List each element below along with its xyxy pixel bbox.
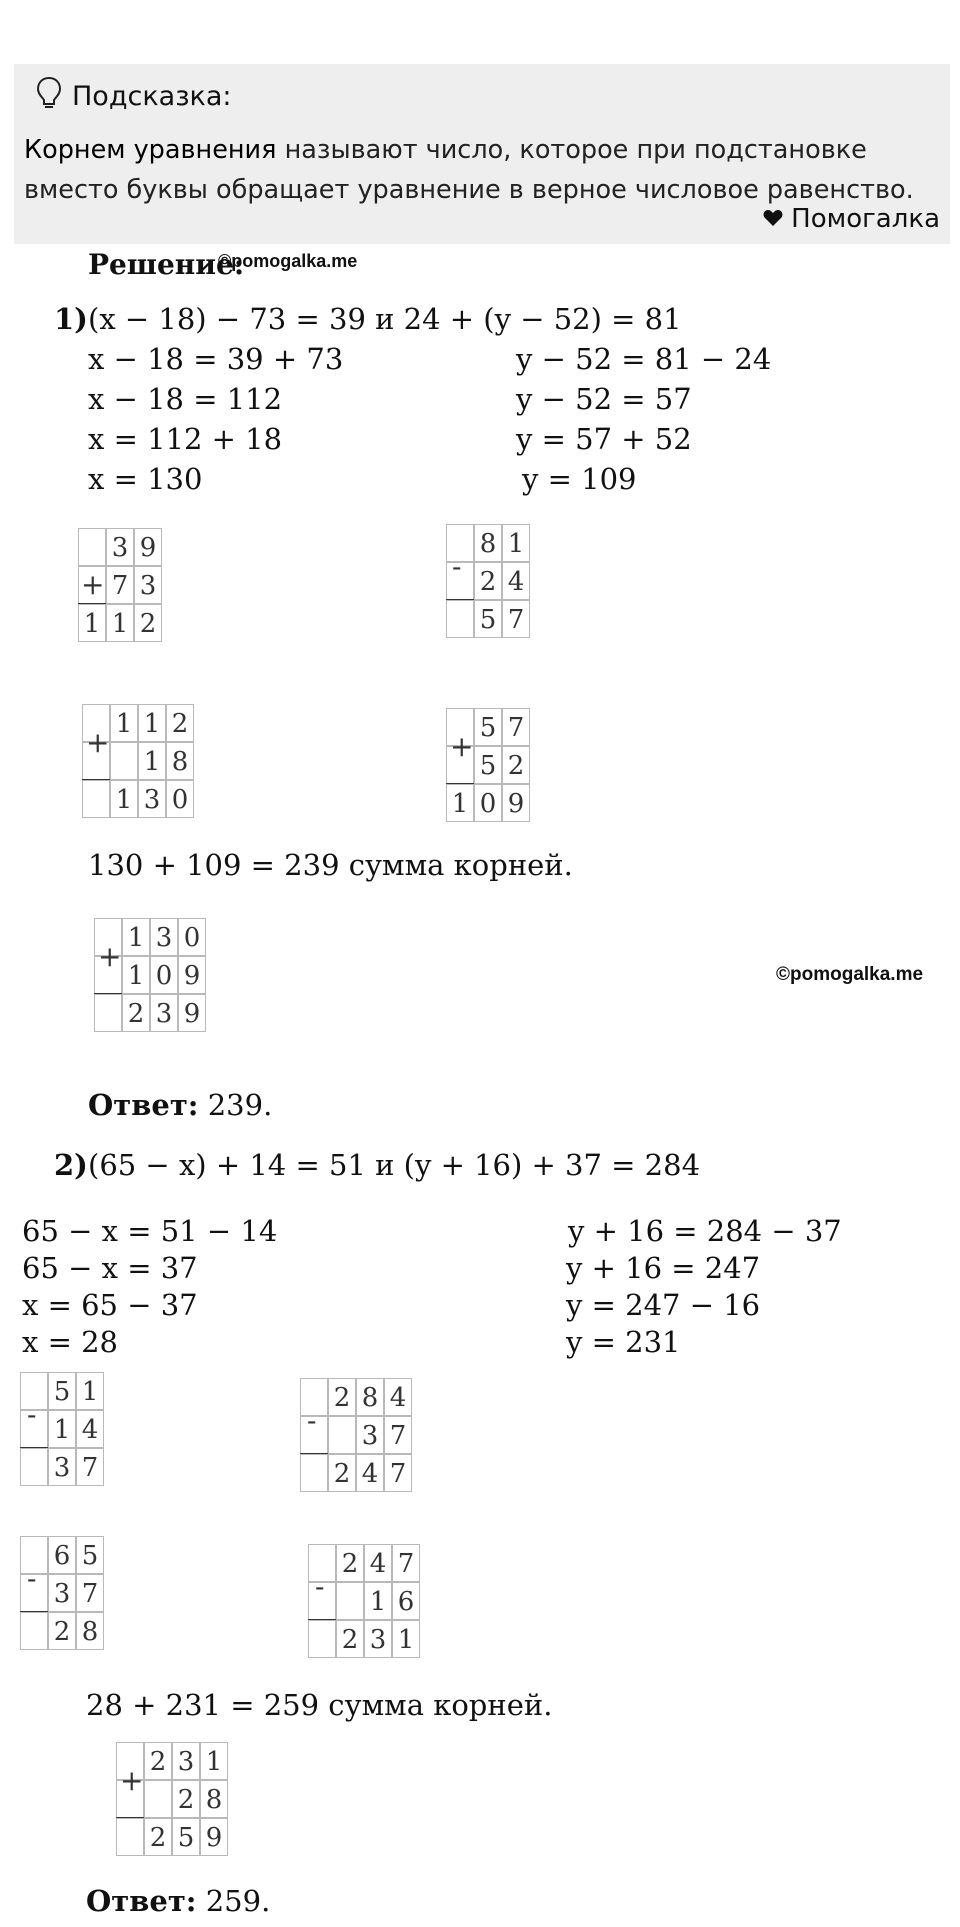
calc-cell: 1 xyxy=(392,1620,420,1658)
calc-cell: 7 xyxy=(384,1416,412,1454)
calc-cell: 4 xyxy=(384,1378,412,1416)
underline xyxy=(308,1619,336,1620)
minus-sign: - xyxy=(307,1404,317,1437)
calc-cell: 2 xyxy=(122,994,150,1032)
calc-cell: 3 xyxy=(364,1620,392,1658)
calc-cell: 5 xyxy=(76,1536,104,1574)
calc-cell: 2 xyxy=(48,1612,76,1650)
watermark: ©pomogalka.me xyxy=(218,251,358,271)
part1-left-line: x − 18 = 112 xyxy=(88,382,283,416)
part2-right-line: y = 231 xyxy=(566,1325,681,1359)
calc-cell: 2 xyxy=(144,1742,172,1780)
calc-cell: 2 xyxy=(328,1454,356,1492)
calc-cell: 4 xyxy=(364,1544,392,1582)
calc-cell: 1 xyxy=(364,1582,392,1620)
part2-right-line: y = 247 − 16 xyxy=(566,1288,761,1322)
calc-cell: 7 xyxy=(502,708,530,746)
calc-cell xyxy=(300,1454,328,1492)
calc-cell: 1 xyxy=(78,604,106,642)
calc-cell: 2 xyxy=(134,604,162,642)
answer-label: Ответ: xyxy=(86,1884,197,1918)
calc-cell: 8 xyxy=(76,1612,104,1650)
calc-cell: 5 xyxy=(474,708,502,746)
calc-cell: 0 xyxy=(166,780,194,818)
calc-cell: 2 xyxy=(328,1378,356,1416)
hint-header xyxy=(36,76,232,117)
calc-cell: 2 xyxy=(336,1620,364,1658)
watermark: ©pomogalka.me xyxy=(776,964,924,985)
calc-cell: 6 xyxy=(392,1582,420,1620)
calc-cell: 3 xyxy=(356,1416,384,1454)
brand xyxy=(763,204,940,234)
calc-cell: 9 xyxy=(178,994,206,1032)
part1-right-line: y = 57 + 52 xyxy=(516,422,692,456)
answer-label: Ответ: xyxy=(88,1088,199,1122)
part2-left-line: 65 − x = 37 xyxy=(22,1251,198,1285)
calc-cell: 3 xyxy=(172,1742,200,1780)
calc-cell xyxy=(20,1448,48,1486)
underline xyxy=(446,599,474,600)
calc-cell: 8 xyxy=(474,524,502,562)
calc-cell: 9 xyxy=(200,1818,228,1856)
part2-equation: (65 − x) + 14 = 51 и (y + 16) + 37 = 284 xyxy=(88,1148,701,1182)
calc-cell: 5 xyxy=(172,1818,200,1856)
plus-sign: + xyxy=(86,726,110,759)
calc-cell: 3 xyxy=(134,566,162,604)
calc-cell: 7 xyxy=(502,600,530,638)
plus-sign: + xyxy=(98,940,122,973)
hint-term: Корнем уравнения xyxy=(24,135,277,165)
plus-sign: + xyxy=(81,568,105,601)
calc-cell xyxy=(328,1416,356,1454)
part2-left-line: 65 − x = 51 − 14 xyxy=(22,1214,278,1248)
part1-sum: 130 + 109 = 239 сумма корней. xyxy=(88,848,573,882)
calc-cell: 7 xyxy=(76,1574,104,1612)
calc-cell: 7 xyxy=(384,1454,412,1492)
calc-cell: 1 xyxy=(106,604,134,642)
calc-cell: 1 xyxy=(446,784,474,822)
underline xyxy=(116,1817,144,1818)
calc-cell xyxy=(82,780,110,818)
underline xyxy=(300,1453,328,1454)
plus-sign: + xyxy=(120,1764,144,1797)
underline xyxy=(78,603,106,604)
calc-cell xyxy=(94,994,122,1032)
part2-left-line: x = 65 − 37 xyxy=(22,1288,198,1322)
calc-cell: 9 xyxy=(134,528,162,566)
underline xyxy=(20,1611,48,1612)
calc-cell: 3 xyxy=(48,1448,76,1486)
calc-cell: 2 xyxy=(172,1780,200,1818)
calc-cell: 7 xyxy=(106,566,134,604)
calc-cell: 9 xyxy=(502,784,530,822)
part1-left-line: x − 18 = 39 + 73 xyxy=(88,342,344,376)
part1-equation: (x − 18) − 73 = 39 и 24 + (y − 52) = 81 xyxy=(88,302,682,336)
calc-cell: 6 xyxy=(48,1536,76,1574)
calc-cell: 2 xyxy=(502,746,530,784)
solution-label: Решение: xyxy=(88,248,245,281)
calc-cell xyxy=(116,1818,144,1856)
calc-cell: 1 xyxy=(48,1410,76,1448)
hint-text xyxy=(24,130,934,210)
calc-cell: 3 xyxy=(106,528,134,566)
calc-cell xyxy=(78,528,106,566)
calc-cell: 1 xyxy=(138,704,166,742)
answer-value: 259. xyxy=(196,1884,271,1918)
calc-cell: 1 xyxy=(200,1742,228,1780)
calc-cell: 2 xyxy=(474,562,502,600)
calc-cell: 3 xyxy=(48,1574,76,1612)
calc-cell: 0 xyxy=(474,784,502,822)
hint-text-2: вместо буквы обращает уравнение в верное числовое равенство. xyxy=(24,175,914,205)
calc-cell: 4 xyxy=(502,562,530,600)
underline xyxy=(94,993,122,994)
part1-right-line: y = 109 xyxy=(522,462,637,496)
part1-number: 1) xyxy=(54,302,88,336)
answer-value: 239. xyxy=(198,1088,273,1122)
calc-cell: 4 xyxy=(356,1454,384,1492)
part2-answer xyxy=(86,1884,270,1918)
calc-cell: 7 xyxy=(392,1544,420,1582)
calc-cell xyxy=(446,600,474,638)
calc-cell: 3 xyxy=(150,994,178,1032)
brand-name: Помогалка xyxy=(791,204,940,234)
underline xyxy=(82,779,110,780)
calc-cell: 8 xyxy=(166,742,194,780)
hint-title: Подсказка: xyxy=(72,81,232,112)
calc-cell: 1 xyxy=(122,956,150,994)
underline xyxy=(446,783,474,784)
calc-cell xyxy=(144,1780,172,1818)
minus-sign: - xyxy=(315,1570,325,1603)
calc-cell: 9 xyxy=(178,956,206,994)
calc-cell: 4 xyxy=(76,1410,104,1448)
calc-cell: 1 xyxy=(138,742,166,780)
minus-sign: - xyxy=(452,550,462,583)
calc-cell: 5 xyxy=(474,600,502,638)
minus-sign: - xyxy=(27,1562,37,1595)
calc-cell: 8 xyxy=(200,1780,228,1818)
part2-sum: 28 + 231 = 259 сумма корней. xyxy=(86,1688,553,1722)
calc-cell: 3 xyxy=(138,780,166,818)
calc-cell xyxy=(308,1620,336,1658)
lightbulb-icon xyxy=(36,76,62,117)
calc-cell xyxy=(20,1612,48,1650)
part1-right-line: y − 52 = 57 xyxy=(516,382,692,416)
calc-cell: 3 xyxy=(150,918,178,956)
part2-right-line: y + 16 = 284 − 37 xyxy=(568,1214,842,1248)
calc-cell: 5 xyxy=(474,746,502,784)
plus-sign: + xyxy=(450,730,474,763)
part2-right-line: y + 16 = 247 xyxy=(566,1251,761,1285)
calc-cell: 2 xyxy=(166,704,194,742)
part1-left-line: x = 130 xyxy=(88,462,203,496)
part1-right-line: y − 52 = 81 − 24 xyxy=(516,342,772,376)
calc-cell: 1 xyxy=(502,524,530,562)
underline xyxy=(20,1447,48,1448)
hint-text-1: называют число, которое при подстановке xyxy=(276,135,867,165)
part1-answer xyxy=(88,1088,272,1122)
minus-sign: - xyxy=(27,1398,37,1431)
hint-box xyxy=(14,64,950,244)
calc-cell: 7 xyxy=(76,1448,104,1486)
calc-cell: 1 xyxy=(110,780,138,818)
calc-cell: 0 xyxy=(150,956,178,994)
calc-cell: 2 xyxy=(336,1544,364,1582)
part2-number: 2) xyxy=(54,1148,88,1182)
calc-cell: 2 xyxy=(144,1818,172,1856)
calc-cell: 1 xyxy=(110,704,138,742)
calc-cell xyxy=(336,1582,364,1620)
calc-cell: 1 xyxy=(76,1372,104,1410)
calc-cell: 8 xyxy=(356,1378,384,1416)
calc-cell: 5 xyxy=(48,1372,76,1410)
calc-cell xyxy=(110,742,138,780)
part1-left-line: x = 112 + 18 xyxy=(88,422,283,456)
calc-cell: 0 xyxy=(178,918,206,956)
calc-cell: 1 xyxy=(122,918,150,956)
part2-left-line: x = 28 xyxy=(22,1325,118,1359)
heart-icon xyxy=(763,204,783,234)
